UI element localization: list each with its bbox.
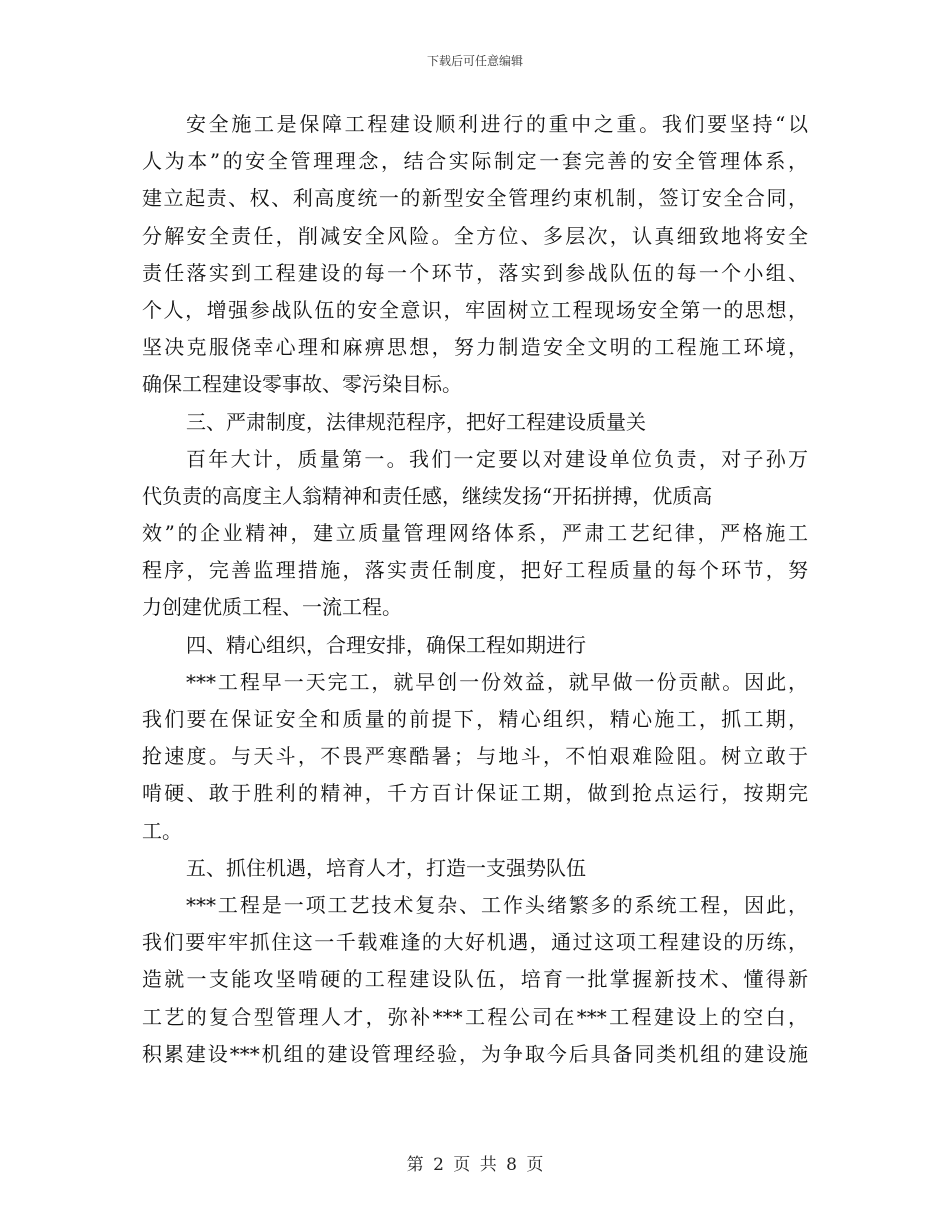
- text-line: ***工程早一天完工，就早创一份效益，就早做一份贡献。因此，: [186, 669, 808, 694]
- text-line: 四、精心组织，合理安排，确保工程如期进行: [186, 632, 586, 657]
- text-line: 啃硬、敢于胜利的精神，千方百计保证工期，做到抢点运行，按期完: [142, 781, 808, 806]
- text-line: 分解安全责任，削减安全风险。全方位、多层次，认真细致地将安全: [142, 223, 808, 248]
- text-line: 建立起责、权、利高度统一的新型安全管理约束机制，签订安全合同，: [142, 186, 808, 211]
- text-line: 安全施工是保障工程建设顺利进行的重中之重。我们要坚持“以: [186, 112, 808, 136]
- text-line: 确保工程建设零事故、零污染目标。: [142, 372, 462, 397]
- text-line: 坚决克服侥幸心理和麻痹思想，努力制造安全文明的工程施工环境，: [142, 335, 808, 360]
- text-line: 效”的企业精神，建立质量管理网络体系，严肃工艺纪律，严格施工: [142, 521, 808, 546]
- page-number: 第 2 页 共 8 页: [406, 1155, 544, 1175]
- document-body: [142, 106, 808, 1073]
- text-line: 积累建设***机组的建设管理经验，为争取今后具备同类机组的建设施: [142, 1041, 808, 1066]
- text-line: 人为本”的安全管理理念，结合实际制定一套完善的安全管理体系，: [142, 149, 808, 174]
- text-line: 我们要在保证安全和质量的前提下，精心组织，精心施工，抓工期，: [142, 707, 808, 731]
- text-line: ***工程是一项工艺技术复杂、工作头绪繁多的系统工程，因此，: [186, 892, 808, 917]
- text-line: 造就一支能攻坚啃硬的工程建设队伍，培育一批掌握新技术、懂得新: [142, 967, 808, 992]
- text-line: 百年大计，质量第一。我们一定要以对建设单位负责，对子孙万: [186, 446, 808, 471]
- page-header: 下载后可任意编辑: [426, 54, 523, 68]
- text-line: 代负责的高度主人翁精神和责任感，继续发扬“开拓拼搏，优质高: [142, 483, 713, 508]
- text-line: 力创建优质工程、一流工程。: [142, 595, 402, 620]
- text-line: 工艺的复合型管理人才，弥补***工程公司在***工程建设上的空白，: [142, 1004, 808, 1029]
- text-line: 我们要牢牢抓住这一千载难逢的大好机遇，通过这项工程建设的历练，: [142, 930, 808, 955]
- text-line: 工。: [142, 818, 182, 843]
- text-line: 责任落实到工程建设的每一个环节，落实到参战队伍的每一个小组、: [142, 260, 808, 285]
- text-line: 个人，增强参战队伍的安全意识，牢固树立工程现场安全第一的思想，: [142, 297, 808, 322]
- text-line: 三、严肃制度，法律规范程序，把好工程建设质量关: [186, 409, 646, 434]
- text-line: 五、抓住机遇，培育人才，打造一支强势队伍: [186, 855, 586, 880]
- text-line: 抢速度。与天斗，不畏严寒酷暑；与地斗，不怕艰难险阻。树立敢于: [142, 744, 808, 769]
- text-line: 程序，完善监理措施，落实责任制度，把好工程质量的每个环节，努: [142, 558, 808, 583]
